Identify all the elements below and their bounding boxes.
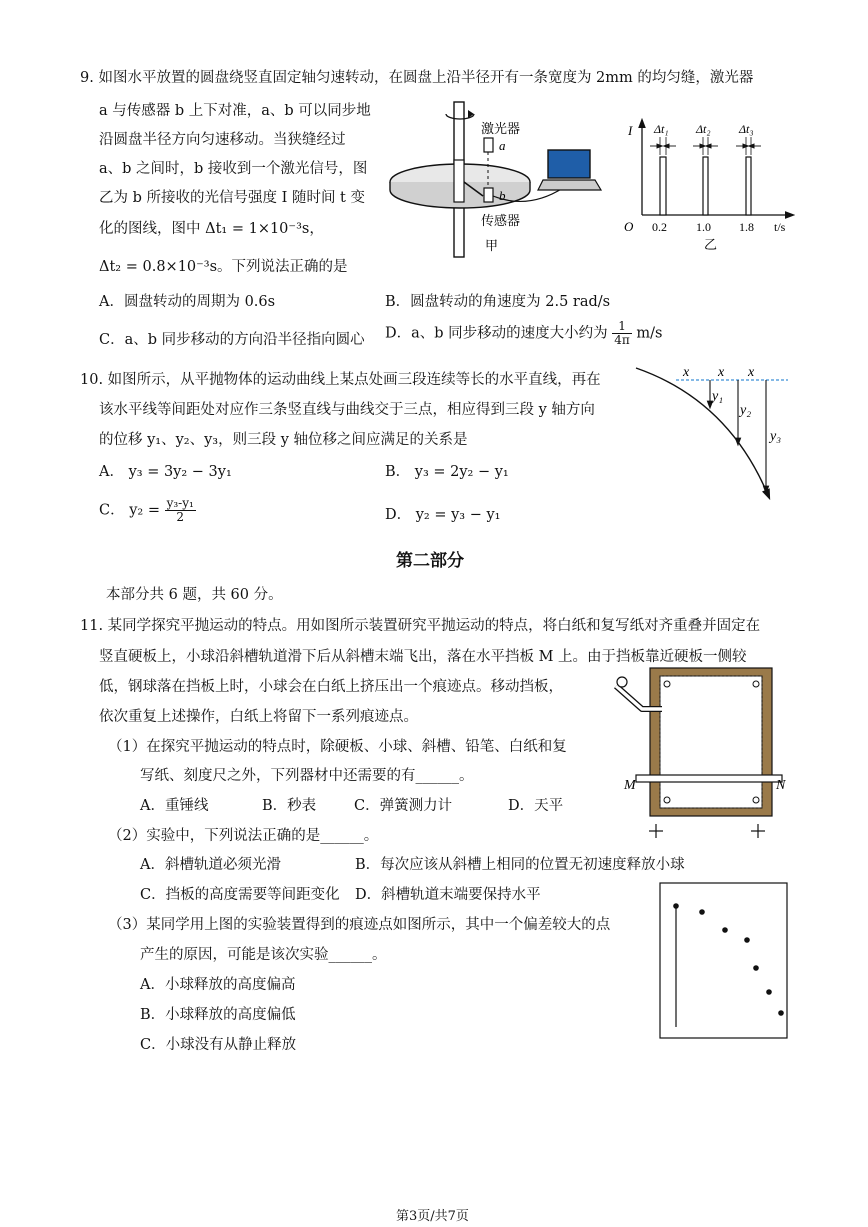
figure-caption-jia: 甲 (485, 238, 499, 253)
q10-option-c-fraction: $\frac{\text{y₃-y₁}}{2}$ (166, 496, 194, 524)
q11-sub2-line1: （2）实验中，下列说法正确的是______。 (108, 828, 379, 844)
q11-sub1-option-a[interactable]: A．重锤线 (140, 798, 209, 814)
q11-figure-apparatus (606, 664, 796, 842)
tick-1-0: 1.0 (696, 220, 711, 234)
q9-line5: 乙为 b 所接收的光信号强度 I 随时间 t 变 (99, 190, 365, 206)
part2-title: 第二部分 (396, 551, 464, 571)
q11-sub1-line1: （1）在探究平抛运动的特点时，除硬板、小球、斜槽、铅笔、白纸和复 (108, 739, 567, 755)
label-x1: x (683, 365, 690, 380)
q11-line2: 竖直硬板上，小球沿斜槽轨道滑下后从斜槽末端飞出，落在水平挡板 M 上。由于挡板靠近硬板一侧较 (99, 649, 747, 665)
figure-caption-yi: 乙 (704, 237, 718, 252)
q9-option-c[interactable]: C．a、b 同步移动的方向沿半径指向圆心 (99, 332, 365, 348)
label-dt3: Δt₃ (739, 122, 754, 136)
label-y2: y₂ (740, 403, 752, 418)
q11-line1: 11. 某同学探究平抛运动的特点。用如图所示装置研究平抛运动的特点，将白纸和复写纸对齐重叠并固定在 (80, 618, 761, 634)
trace-point (766, 989, 772, 995)
q11-sub2-option-c[interactable]: C．挡板的高度需要等间距变化 (140, 887, 340, 903)
q9-option-d[interactable] (385, 320, 663, 347)
q10-figure-trajectory (628, 360, 790, 510)
q10-option-a[interactable]: A． y₃ = 3y₂ − 3y₁ (99, 464, 232, 480)
pin-icon (753, 797, 759, 803)
label-a: a (499, 138, 506, 153)
q11-sub1-option-b[interactable]: B．秒表 (262, 798, 317, 814)
q9-line4: a、b 之间时，b 接收到一个激光信号，图 (99, 161, 368, 177)
q11-line3: 低，钢球落在挡板上时，小球会在白纸上挤压出一个痕迹点。移动挡板， (99, 679, 563, 695)
white-paper (660, 676, 762, 808)
label-laser: 激光器 (481, 121, 521, 136)
q9-line6: 化的图线，图中 Δt₁ = 1×10⁻³s， (99, 221, 324, 237)
trace-point (744, 937, 750, 943)
label-b: b (499, 188, 506, 203)
tick-0-2: 0.2 (652, 220, 667, 234)
q11-sub3-option-a[interactable]: A．小球释放的高度偏高 (140, 977, 296, 993)
q11-line4: 依次重复上述操作，白纸上将留下一系列痕迹点。 (99, 709, 418, 725)
pulse-3 (746, 157, 751, 215)
laser-a (484, 138, 493, 152)
label-x2: x (718, 365, 725, 380)
q10-option-d[interactable]: D． y₂ = y₃ − y₁ (385, 507, 501, 523)
ball (617, 677, 627, 687)
q11-sub2-option-b[interactable]: B．每次应该从斜槽上相同的位置无初速度释放小球 (355, 857, 685, 873)
q11-sub3-option-c[interactable]: C．小球没有从静止释放 (140, 1037, 297, 1053)
tick-1-8: 1.8 (739, 220, 754, 234)
page-footer: 第3页/共7页 (396, 1209, 469, 1224)
sensor-b (484, 188, 493, 202)
label-dt1: Δt₁ (654, 122, 669, 136)
baffle-mn (636, 775, 782, 782)
pulse-1 (660, 157, 666, 215)
q11-sub1-line2: 写纸、刻度尺之外，下列器材中还需要的有______。 (140, 768, 474, 784)
label-x3: x (748, 365, 755, 380)
pin-icon (664, 797, 670, 803)
q9-figure-disk (388, 100, 603, 260)
label-dt2: Δt₂ (696, 122, 711, 136)
pulse-2 (703, 157, 708, 215)
label-sensor: 传感器 (481, 213, 521, 228)
q9-line2: a 与传感器 b 上下对准，a、b 可以同步地 (99, 103, 371, 119)
trace-point (753, 965, 759, 971)
q11-sub3-line1: （3）某同学用上图的实验装置得到的痕迹点如图所示，其中一个偏差较大的点 (108, 917, 611, 933)
q11-sub3-option-b[interactable]: B．小球释放的高度偏低 (140, 1007, 296, 1023)
q11-sub2-option-a[interactable]: A．斜槽轨道必须光滑 (140, 857, 281, 873)
q9-line7: Δt₂ = 0.8×10⁻³s。下列说法正确的是 (99, 259, 348, 275)
q10-line1: 10. 如图所示，从平抛物体的运动曲线上某点处画三段连续等长的水平直线，再在 (80, 372, 601, 388)
pin-icon (664, 681, 670, 687)
trace-point (699, 909, 705, 915)
origin-label: O (624, 219, 634, 234)
q9-line3: 沿圆盘半径方向匀速移动。当狭缝经过 (99, 132, 346, 148)
q10-line2: 该水平线等间距处对应作三条竖直线与曲线交于三点，相应得到三段 y 轴方向 (99, 402, 595, 418)
q9-option-d-text: D．a、b 同步移动的速度大小约为 (385, 325, 608, 342)
pin-icon (753, 681, 759, 687)
q9-option-b[interactable]: B．圆盘转动的角速度为 2.5 rad/s (385, 294, 611, 310)
q9-figure-signal (620, 115, 800, 255)
label-m: M (624, 778, 636, 793)
q10-option-b[interactable]: B． y₃ = 2y₂ − y₁ (385, 464, 509, 480)
q10-option-c[interactable] (99, 497, 196, 524)
label-y1: y₁ (712, 389, 724, 404)
q11-sub2-option-d[interactable]: D．斜槽轨道末端要保持水平 (355, 887, 541, 903)
laptop-base (538, 180, 601, 190)
q11-sub1-option-d[interactable]: D．天平 (508, 798, 564, 814)
axis-x-label: t/s (774, 220, 786, 234)
laptop-screen (548, 150, 590, 178)
q9-option-d-fraction: $\frac{1}{4\pi}$ (614, 319, 630, 347)
trace-point (722, 927, 728, 933)
q11-figure-trace-points (659, 882, 789, 1040)
trace-point (673, 903, 679, 909)
q11-sub1-option-c[interactable]: C．弹簧测力计 (354, 798, 453, 814)
part2-intro: 本部分共 6 题，共 60 分。 (106, 587, 283, 603)
trajectory-curve (636, 368, 768, 495)
trace-frame (660, 883, 787, 1038)
trace-point (778, 1010, 784, 1016)
q11-sub3-line2: 产生的原因，可能是该次实验______。 (140, 947, 387, 963)
q10-line3: 的位移 y₁、y₂、y₃，则三段 y 轴位移之间应满足的关系是 (99, 432, 468, 448)
q9-line1: 9. 如图水平放置的圆盘绕竖直固定轴匀速转动，在圆盘上沿半径开有一条宽度为 2mm 的均匀缝，激光器 (80, 70, 754, 86)
q9-option-a[interactable]: A．圆盘转动的周期为 0.6s (99, 294, 276, 310)
label-y3: y₃ (770, 429, 782, 444)
q9-option-d-unit: m/s (636, 325, 663, 342)
axis-y-label: I (628, 123, 633, 138)
q10-option-c-prefix: C． y₂ = (99, 502, 160, 519)
label-n: N (776, 778, 786, 793)
